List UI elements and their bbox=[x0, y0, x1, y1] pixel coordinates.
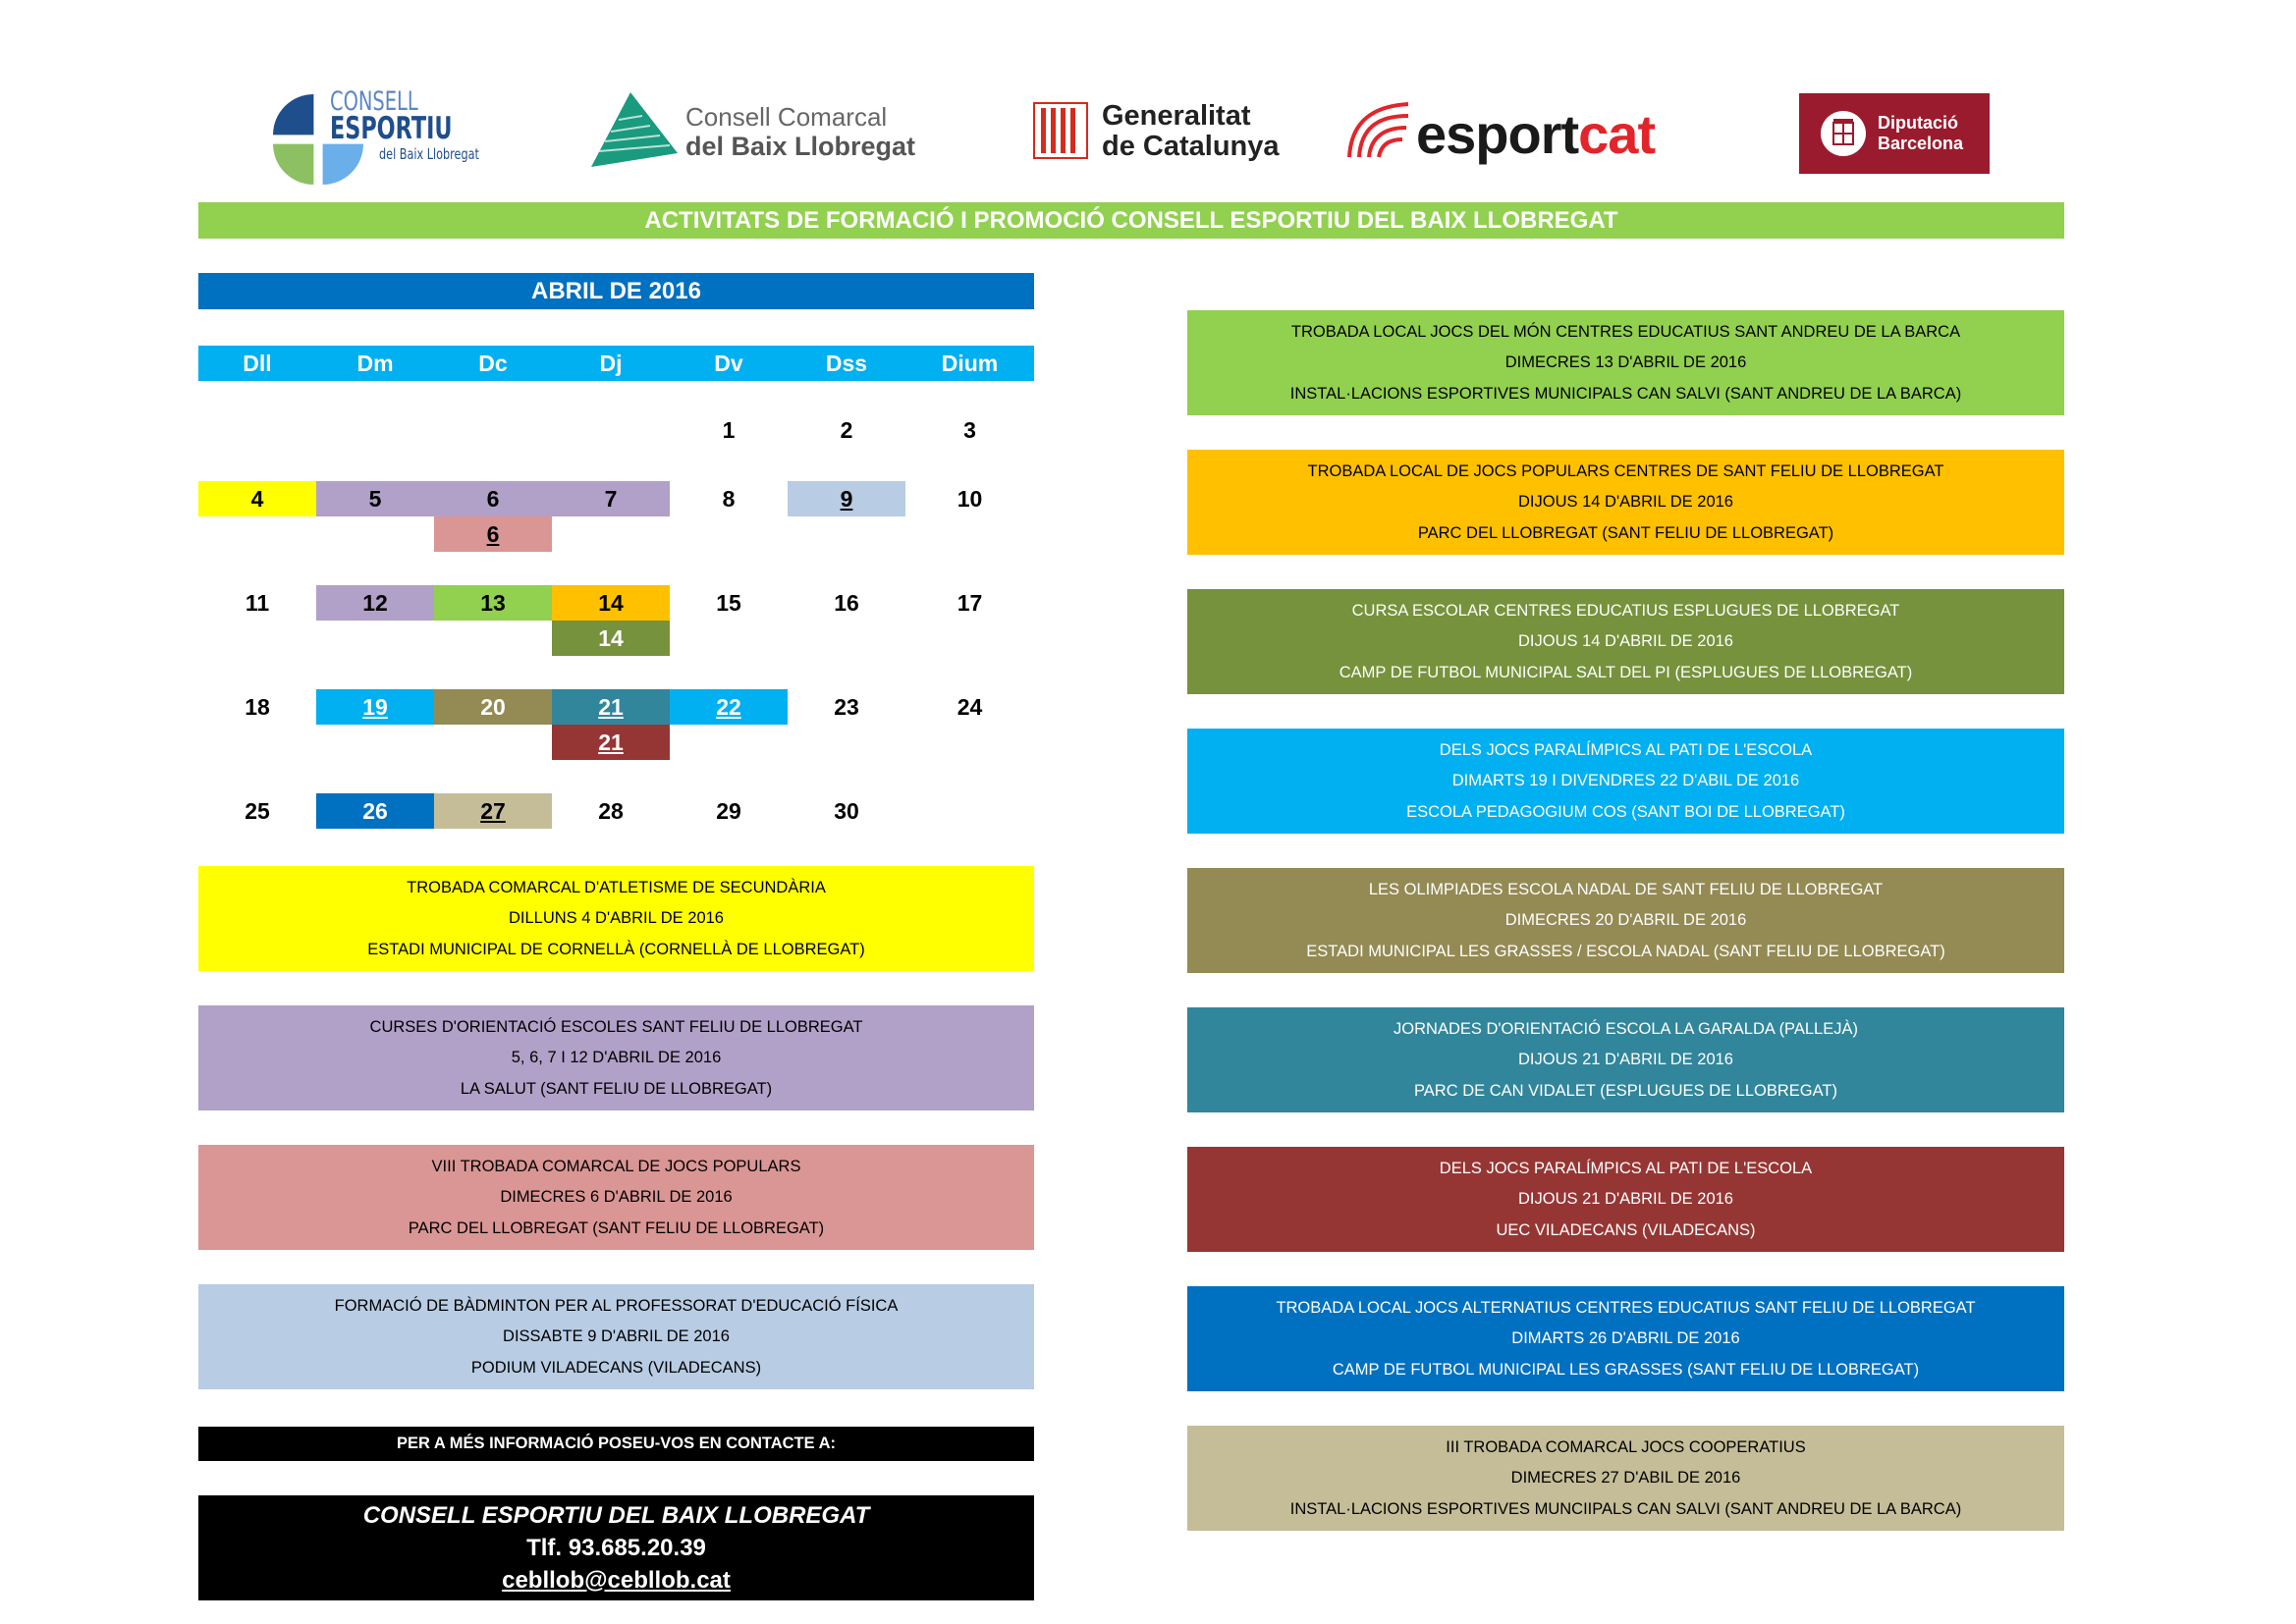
calendar-day-number: 26 bbox=[362, 797, 388, 824]
calendar-day-cell[interactable] bbox=[316, 585, 434, 621]
calendar-day-number: 27 bbox=[480, 797, 506, 824]
calendar-day-number: 2 bbox=[840, 416, 853, 443]
calendar-day-cell bbox=[670, 412, 788, 448]
consell-esportiu-logo bbox=[273, 86, 499, 189]
calendar-day-number: 11 bbox=[245, 589, 270, 616]
calendar-day-cell bbox=[788, 689, 905, 725]
logo-text-diputacio: Diputació bbox=[1878, 113, 1959, 133]
calendar-day-cell bbox=[670, 585, 788, 621]
event-card bbox=[1187, 1286, 2064, 1391]
event-date: DISSABTE 9 D'ABRIL DE 2016 bbox=[503, 1327, 730, 1346]
consell-comarcal-logo bbox=[591, 90, 955, 169]
contact-organization: CONSELL ESPORTIU DEL BAIX LLOBREGAT bbox=[362, 1501, 870, 1529]
calendar-day-number: 12 bbox=[362, 589, 388, 616]
weekday-dm: Dm bbox=[356, 350, 394, 376]
calendar-day-number: 16 bbox=[834, 589, 859, 616]
calendar-day-cell[interactable] bbox=[552, 481, 670, 516]
contact-phone: Tlf. 93.685.20.39 bbox=[526, 1534, 706, 1561]
page-title: ACTIVITATS DE FORMACIÓ I PROMOCIÓ CONSELL ESPORTIU DEL BAIX LLOBREGAT bbox=[198, 202, 2064, 239]
calendar-day-number: 15 bbox=[716, 589, 741, 616]
diputacio-seal-icon bbox=[1821, 111, 1866, 156]
event-card bbox=[1187, 729, 2064, 834]
event-card bbox=[198, 1145, 1034, 1250]
calendar-day-number: 14 bbox=[598, 589, 624, 616]
event-place: INSTAL·LACIONS ESPORTIVES MUNCIIPALS CAN SALVI (SANT ANDREU DE LA BARCA) bbox=[1289, 1500, 1962, 1519]
calendar-day-cell[interactable] bbox=[552, 689, 670, 725]
calendar-day-cell[interactable] bbox=[316, 481, 434, 516]
event-card bbox=[1187, 1147, 2064, 1252]
event-date: DIMECRES 6 D'ABRIL DE 2016 bbox=[500, 1188, 733, 1207]
logo-text-del-baix: del Baix Llobregat bbox=[685, 132, 916, 161]
calendar-day-number: 13 bbox=[480, 589, 506, 616]
calendar-day-cell bbox=[905, 585, 1034, 621]
esportcat-wordmark bbox=[1416, 102, 1655, 166]
event-card bbox=[198, 1284, 1034, 1389]
weekday-dv: Dv bbox=[714, 350, 743, 376]
calendar-day-number: 22 bbox=[716, 693, 741, 720]
esportcat-text-esport: esport bbox=[1416, 103, 1579, 165]
calendar-day-cell bbox=[905, 481, 1034, 516]
weekday-dll: Dll bbox=[243, 350, 272, 376]
calendar-day-cell[interactable] bbox=[552, 725, 670, 760]
calendar-day-number: 14 bbox=[598, 624, 624, 651]
event-name: DELS JOCS PARALÍMPICS AL PATI DE L'ESCOLA bbox=[1439, 740, 1813, 759]
event-date: DIJOUS 14 D'ABRIL DE 2016 bbox=[1518, 493, 1733, 512]
event-date: DIMARTS 19 I DIVENDRES 22 D'ABIL DE 2016 bbox=[1451, 772, 1800, 790]
generalitat-emblem-icon bbox=[1033, 102, 1088, 159]
calendar-day-number: 6 bbox=[486, 520, 500, 547]
event-place: CAMP DE FUTBOL MUNICIPAL SALT DEL PI (ESPLUGUES DE LLOBREGAT) bbox=[1339, 664, 1913, 682]
event-card bbox=[1187, 450, 2064, 555]
event-date: DIMECRES 27 D'ABIL DE 2016 bbox=[1510, 1469, 1741, 1488]
calendar-day-cell bbox=[552, 793, 670, 829]
calendar-day-cell[interactable] bbox=[670, 689, 788, 725]
logo-text-catalunya: de Catalunya bbox=[1102, 131, 1280, 162]
calendar-day-cell[interactable] bbox=[434, 585, 552, 621]
calendar-day-number: 18 bbox=[245, 693, 270, 720]
event-name: CURSES D'ORIENTACIÓ ESCOLES SANT FELIU DE LLOBREGAT bbox=[369, 1017, 863, 1036]
calendar-day-cell[interactable] bbox=[788, 481, 905, 516]
calendar-day-cell bbox=[198, 585, 316, 621]
calendar-month-header: ABRIL DE 2016 bbox=[198, 273, 1034, 309]
weekday-dj: Dj bbox=[599, 350, 623, 376]
event-place: ESTADI MUNICIPAL DE CORNELLÀ (CORNELLÀ DE LLOBREGAT) bbox=[367, 941, 865, 959]
calendar-day-number: 6 bbox=[486, 485, 500, 512]
calendar-day-cell bbox=[788, 793, 905, 829]
event-date: 5, 6, 7 I 12 D'ABRIL DE 2016 bbox=[511, 1049, 722, 1067]
calendar-day-cell bbox=[670, 793, 788, 829]
event-card bbox=[1187, 868, 2064, 973]
event-place: LA SALUT (SANT FELIU DE LLOBREGAT) bbox=[460, 1080, 773, 1099]
event-name: TROBADA LOCAL DE JOCS POPULARS CENTRES DE SANT FELIU DE LLOBREGAT bbox=[1307, 461, 1944, 480]
contact-header: PER A MÉS INFORMACIÓ POSEU-VOS EN CONTACTE A: bbox=[198, 1427, 1034, 1461]
calendar-day-number: 1 bbox=[722, 416, 736, 443]
event-name: TROBADA LOCAL JOCS ALTERNATIUS CENTRES EDUCATIUS SANT FELIU DE LLOBREGAT bbox=[1276, 1298, 1976, 1317]
calendar-weekday-header bbox=[198, 346, 1034, 381]
esportcat-logo bbox=[1345, 98, 1689, 177]
diputacio-barcelona-logo bbox=[1799, 93, 1990, 174]
event-card bbox=[1187, 310, 2064, 415]
event-place: UEC VILADECANS (VILADECANS) bbox=[1496, 1221, 1756, 1240]
calendar-day-cell bbox=[788, 585, 905, 621]
event-card bbox=[1187, 1007, 2064, 1112]
calendar-day-cell bbox=[198, 793, 316, 829]
contact-email-link[interactable]: cebllob@cebllob.cat bbox=[502, 1566, 731, 1594]
event-place: CAMP DE FUTBOL MUNICIPAL LES GRASSES (SANT FELIU DE LLOBREGAT) bbox=[1332, 1361, 1920, 1380]
event-place: INSTAL·LACIONS ESPORTIVES MUNICIPALS CAN SALVI (SANT ANDREU DE LA BARCA) bbox=[1289, 385, 1962, 404]
calendar-day-number: 23 bbox=[834, 693, 859, 720]
calendar-day-number: 20 bbox=[480, 693, 506, 720]
calendar-day-number: 7 bbox=[604, 485, 618, 512]
calendar-day-cell bbox=[788, 412, 905, 448]
event-name: VIII TROBADA COMARCAL DE JOCS POPULARS bbox=[431, 1157, 801, 1175]
calendar-day-number: 21 bbox=[598, 693, 624, 720]
calendar-day-cell[interactable] bbox=[434, 481, 552, 516]
event-date: DIJOUS 21 D'ABRIL DE 2016 bbox=[1518, 1051, 1733, 1069]
event-name: TROBADA COMARCAL D'ATLETISME DE SECUNDÀRIA bbox=[407, 878, 826, 896]
logo-text-baix: del Baix Llobregat bbox=[379, 145, 479, 163]
calendar-day-number: 5 bbox=[368, 485, 382, 512]
calendar-day-number: 24 bbox=[957, 693, 983, 720]
calendar-day-number: 8 bbox=[722, 485, 736, 512]
calendar-day-number: 29 bbox=[716, 797, 741, 824]
contact-box bbox=[198, 1495, 1034, 1600]
event-date: DIJOUS 14 D'ABRIL DE 2016 bbox=[1518, 632, 1733, 651]
event-date: DIMECRES 13 D'ABRIL DE 2016 bbox=[1504, 353, 1747, 372]
event-date: DILLUNS 4 D'ABRIL DE 2016 bbox=[509, 909, 724, 928]
event-card bbox=[198, 1005, 1034, 1110]
event-place: PODIUM VILADECANS (VILADECANS) bbox=[470, 1359, 762, 1378]
calendar-day-cell bbox=[198, 689, 316, 725]
event-name: III TROBADA COMARCAL JOCS COOPERATIUS bbox=[1446, 1437, 1806, 1456]
event-place: ESTADI MUNICIPAL LES GRASSES / ESCOLA NADAL (SANT FELIU DE LLOBREGAT) bbox=[1306, 943, 1945, 961]
logo-text-consell-comarcal: Consell Comarcal bbox=[685, 102, 888, 132]
event-place: PARC DEL LLOBREGAT (SANT FELIU DE LLOBREGAT) bbox=[1417, 524, 1834, 543]
calendar-day-cell[interactable] bbox=[316, 793, 434, 829]
calendar-day-number: 4 bbox=[250, 485, 264, 512]
event-name: TROBADA LOCAL JOCS DEL MÓN CENTRES EDUCATIUS SANT ANDREU DE LA BARCA bbox=[1290, 322, 1961, 341]
event-name: FORMACIÓ DE BÀDMINTON PER AL PROFESSORAT D'EDUCACIÓ FÍSICA bbox=[334, 1296, 899, 1315]
weekday-dium: Dium bbox=[941, 350, 999, 376]
calendar-day-number: 17 bbox=[957, 589, 983, 616]
calendar-day-cell[interactable] bbox=[552, 621, 670, 656]
event-place: PARC DE CAN VIDALET (ESPLUGUES DE LLOBREGAT) bbox=[1414, 1082, 1837, 1101]
calendar-day-number: 28 bbox=[598, 797, 624, 824]
calendar-day-number: 30 bbox=[834, 797, 859, 824]
weekday-dss: Dss bbox=[825, 350, 868, 376]
event-card bbox=[1187, 589, 2064, 694]
calendar-day-number: 19 bbox=[362, 693, 388, 720]
weekday-dc: Dc bbox=[478, 350, 508, 376]
event-card bbox=[198, 866, 1034, 971]
event-card bbox=[1187, 1426, 2064, 1531]
generalitat-logo bbox=[1033, 98, 1328, 167]
logo-text-barcelona: Barcelona bbox=[1878, 134, 1964, 153]
event-date: DIMECRES 20 D'ABRIL DE 2016 bbox=[1504, 911, 1747, 930]
event-name: LES OLIMPIADES ESCOLA NADAL DE SANT FELIU DE LLOBREGAT bbox=[1368, 880, 1884, 898]
calendar-day-cell[interactable] bbox=[316, 689, 434, 725]
logo-text-consell: CONSELL bbox=[330, 86, 418, 117]
calendar-day-number: 9 bbox=[840, 485, 853, 512]
event-name: CURSA ESCOLAR CENTRES EDUCATIUS ESPLUGUES DE LLOBREGAT bbox=[1351, 601, 1900, 620]
logo-text-generalitat: Generalitat bbox=[1102, 100, 1251, 132]
calendar-day-cell[interactable] bbox=[198, 481, 316, 516]
event-place: PARC DEL LLOBREGAT (SANT FELIU DE LLOBREGAT) bbox=[408, 1219, 825, 1238]
event-name: JORNADES D'ORIENTACIÓ ESCOLA LA GARALDA (PALLEJÀ) bbox=[1394, 1019, 1858, 1038]
event-place: ESCOLA PEDAGOGIUM COS (SANT BOI DE LLOBREGAT) bbox=[1406, 803, 1845, 822]
logo-text-esportiu: ESPORTIU bbox=[330, 111, 453, 146]
calendar-day-cell bbox=[905, 412, 1034, 448]
event-date: DIJOUS 21 D'ABRIL DE 2016 bbox=[1518, 1190, 1733, 1209]
calendar-day-cell[interactable] bbox=[434, 516, 552, 552]
tree-triangle-icon bbox=[591, 92, 678, 167]
calendar-day-cell bbox=[670, 481, 788, 516]
calendar-day-number: 10 bbox=[957, 485, 983, 512]
calendar-day-cell[interactable] bbox=[434, 689, 552, 725]
calendar-day-cell bbox=[905, 689, 1034, 725]
esportcat-wave-icon bbox=[1345, 100, 1414, 161]
event-date: DIMARTS 26 D'ABRIL DE 2016 bbox=[1511, 1329, 1740, 1348]
calendar-day-number: 3 bbox=[963, 416, 976, 443]
esportcat-text-cat: cat bbox=[1578, 103, 1656, 165]
calendar-day-number: 25 bbox=[245, 797, 270, 824]
calendar-day-number: 21 bbox=[598, 729, 624, 755]
calendar-day-cell[interactable] bbox=[434, 793, 552, 829]
calendar-day-cell[interactable] bbox=[552, 585, 670, 621]
event-name: DELS JOCS PARALÍMPICS AL PATI DE L'ESCOLA bbox=[1439, 1159, 1813, 1177]
